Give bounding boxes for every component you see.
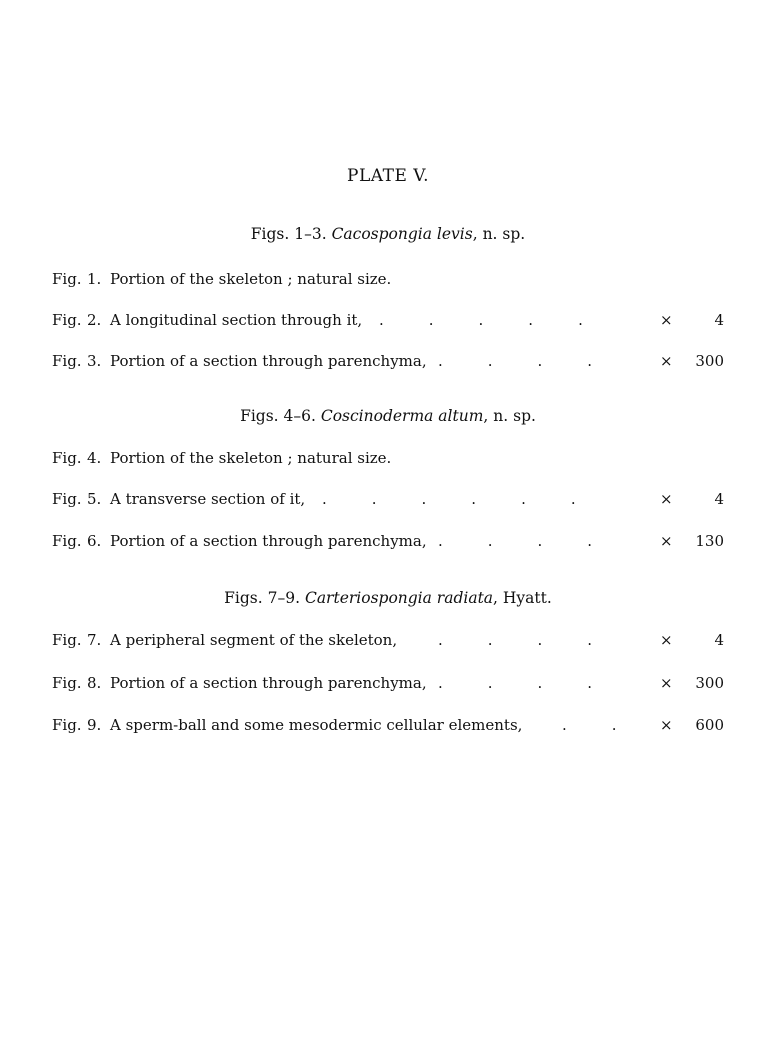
fig-description: Portion of a section through parenchyma, [110, 674, 427, 692]
times-sign: × [660, 490, 673, 508]
figure-row [52, 716, 724, 738]
fig-number: 5. [87, 490, 102, 508]
fig-label: Fig. [52, 449, 82, 467]
group-heading [0, 589, 776, 607]
group-figs-range: Figs. 7–9. [224, 589, 301, 607]
leader-dots: . . . . [438, 532, 593, 550]
magnification: 600 [695, 716, 724, 734]
fig-label: Fig. [52, 674, 82, 692]
fig-description: A longitudinal section through it, [110, 311, 363, 329]
fig-label: Fig. [52, 490, 82, 508]
figure-row [52, 270, 724, 292]
leader-dots: . . [562, 716, 617, 734]
figure-row [52, 674, 724, 696]
times-sign: × [660, 311, 673, 329]
fig-number: 9. [87, 716, 102, 734]
group-heading [0, 407, 776, 425]
fig-label: Fig. [52, 631, 82, 649]
group-heading [0, 225, 776, 243]
fig-label: Fig. [52, 352, 82, 370]
plate-title: PLATE V. [347, 166, 429, 186]
figure-row [52, 631, 724, 653]
fig-description: A transverse section of it, [110, 490, 306, 508]
group-figs-range: Figs. 1–3. [250, 225, 327, 243]
fig-number: 1. [87, 270, 102, 288]
species-name: Carteriospongia radiata [304, 589, 494, 607]
group-figs-range: Figs. 4–6. [240, 407, 316, 425]
fig-label: Fig. [52, 532, 82, 550]
fig-description: Portion of the skeleton ; natural size. [110, 449, 392, 467]
species-suffix: , Hyatt. [493, 589, 552, 607]
fig-description: Portion of a section through parenchyma, [110, 352, 427, 370]
fig-description: Portion of a section through parenchyma, [110, 532, 427, 550]
fig-number: 6. [87, 532, 102, 550]
figure-row [52, 352, 724, 374]
magnification: 4 [714, 490, 724, 508]
fig-number: 8. [87, 674, 102, 692]
fig-description: A sperm-ball and some mesodermic cellular elements, [110, 716, 523, 734]
figure-row [52, 490, 724, 512]
figure-row [52, 449, 724, 471]
leader-dots: . . . . [438, 674, 593, 692]
magnification: 4 [714, 311, 724, 329]
fig-number: 3. [87, 352, 102, 370]
fig-number: 2. [87, 311, 102, 329]
fig-label: Fig. [52, 270, 82, 288]
species-name: Coscinoderma altum [320, 407, 484, 425]
fig-label: Fig. [52, 311, 82, 329]
magnification: 4 [714, 631, 724, 649]
times-sign: × [660, 532, 673, 550]
times-sign: × [660, 674, 673, 692]
times-sign: × [660, 352, 673, 370]
leader-dots: . . . . [438, 631, 593, 649]
figure-row [52, 532, 724, 554]
figure-row [52, 311, 724, 333]
fig-number: 4. [87, 449, 102, 467]
fig-label: Fig. [52, 716, 82, 734]
fig-number: 7. [87, 631, 102, 649]
fig-description: Portion of the skeleton ; natural size. [110, 270, 392, 288]
species-suffix: , n. sp. [472, 225, 526, 243]
fig-description: A peripheral segment of the skeleton, [110, 631, 398, 649]
leader-dots: . . . . [438, 352, 593, 370]
times-sign: × [660, 631, 673, 649]
species-suffix: , n. sp. [483, 407, 536, 425]
species-name: Cacospongia levis [331, 225, 473, 243]
magnification: 130 [695, 532, 724, 550]
magnification: 300 [695, 352, 724, 370]
leader-dots: . . . . . . [322, 490, 576, 508]
magnification: 300 [695, 674, 724, 692]
leader-dots: . . . . . [379, 311, 583, 329]
times-sign: × [660, 716, 673, 734]
